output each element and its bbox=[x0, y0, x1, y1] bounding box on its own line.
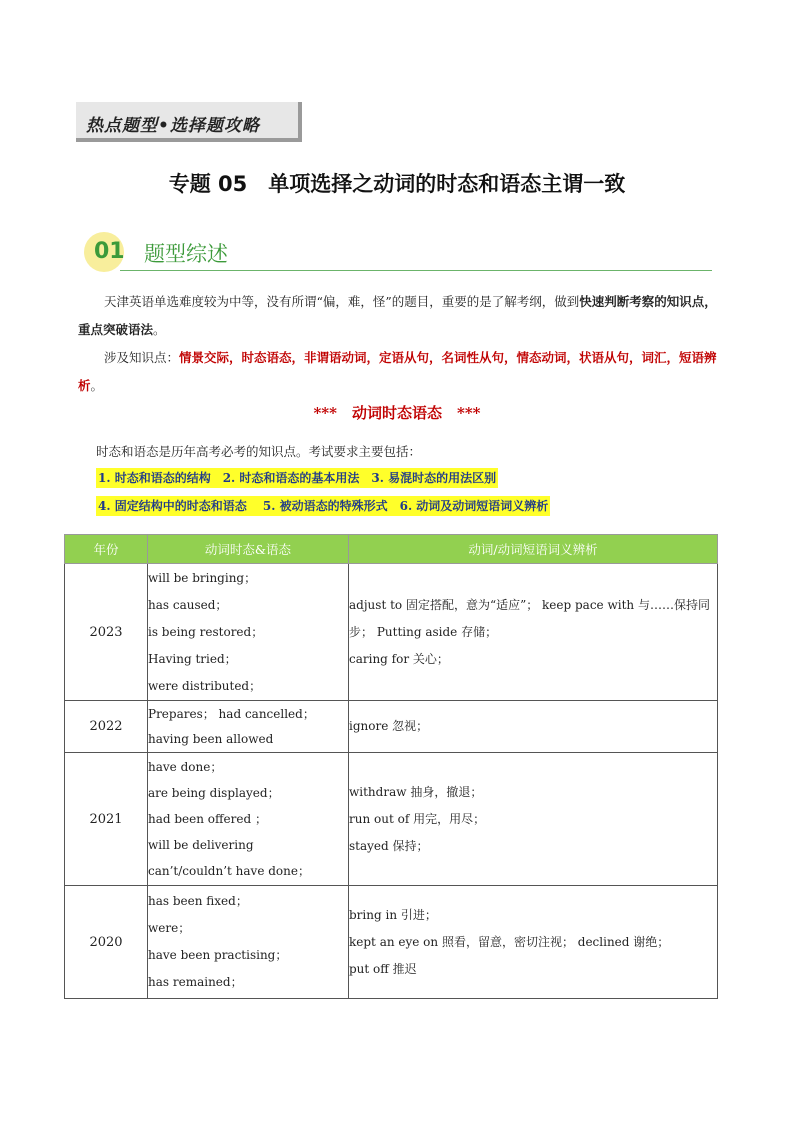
row-phrases bbox=[349, 886, 718, 999]
section-number: 01 bbox=[94, 239, 125, 264]
tense-item: has been fixed； bbox=[148, 894, 248, 908]
tense-table bbox=[64, 534, 718, 999]
intro-p2-topics: 情景交际，时态语态，非谓语动词，定语从句，名词性从句，情态动词，状语从句，词汇，短语辨析 bbox=[78, 350, 717, 393]
topic-banner bbox=[76, 102, 302, 142]
header-tense: 动词时态&语态 bbox=[148, 535, 349, 564]
tense-item: has remained； bbox=[148, 975, 243, 989]
subheading: *** 动词时态语态 *** bbox=[313, 404, 481, 422]
table-row bbox=[65, 753, 718, 886]
tense-item: have done； bbox=[148, 760, 223, 774]
intro-paragraph-2 bbox=[78, 344, 722, 400]
phrase-item: put off 推迟 bbox=[349, 961, 417, 976]
tense-item: have been practising； bbox=[148, 948, 288, 962]
row-tenses bbox=[148, 886, 349, 999]
row-tenses bbox=[148, 753, 349, 886]
phrase-item: ignore 忽视； bbox=[349, 719, 429, 733]
section-heading bbox=[80, 232, 712, 274]
row-tenses bbox=[148, 564, 349, 701]
row-phrases bbox=[349, 564, 718, 701]
table-row bbox=[65, 886, 718, 999]
requirements-line-1: 1. 时态和语态的结构 2. 时态和语态的基本用法 3. 易混时态的用法区别 bbox=[96, 468, 498, 488]
intro-paragraph-1 bbox=[78, 288, 722, 344]
phrase-item: withdraw 抽身，撤退； bbox=[349, 784, 483, 799]
intro-p1-bold: 快速判断考察的知识点，重点突破语法 bbox=[78, 294, 717, 337]
header-year: 年份 bbox=[65, 535, 148, 564]
tense-item: are being displayed； bbox=[148, 786, 280, 800]
row-year: 2022 bbox=[65, 701, 148, 753]
tense-item: will be delivering bbox=[148, 838, 254, 852]
header-phrase: 动词/动词短语词义辨析 bbox=[349, 535, 718, 564]
tense-item: can’t/couldn’t have done； bbox=[148, 864, 310, 878]
row-year: 2020 bbox=[65, 886, 148, 999]
tense-item: has caused； bbox=[148, 597, 228, 612]
row-phrases bbox=[349, 753, 718, 886]
phrase-item: kept an eye on 照看，留意，密切注视； declined 谢绝； bbox=[349, 934, 670, 949]
phrase-item: caring for 关心； bbox=[349, 651, 449, 666]
requirements-line-2: 4. 固定结构中的时态和语态 5. 被动语态的特殊形式 6. 动词及动词短语词义辨析 bbox=[96, 496, 550, 516]
tense-item: will be bringing； bbox=[148, 570, 257, 585]
tense-item: having been allowed bbox=[148, 731, 274, 746]
intro-p2-label: 涉及知识点： bbox=[104, 350, 180, 365]
table-row bbox=[65, 564, 718, 701]
document-title: 专题 05 单项选择之动词的时态和语态主谓一致 bbox=[168, 172, 626, 196]
tense-item: is being restored； bbox=[148, 624, 264, 639]
tense-item: were distributed； bbox=[148, 678, 262, 693]
phrase-item: stayed 保持； bbox=[349, 838, 429, 853]
phrase-item: bring in 引进； bbox=[349, 907, 437, 922]
phrase-item: run out of 用完，用尽； bbox=[349, 811, 486, 826]
tense-item: had been offered ； bbox=[148, 812, 267, 826]
tense-item: Prepares； had cancelled； bbox=[148, 706, 315, 721]
row-year: 2021 bbox=[65, 753, 148, 886]
intro-p1-end: 。 bbox=[153, 322, 166, 337]
intro-p1-text: 天津英语单选难度较为中等，没有所谓“偏，难，怪”的题目，重要的是了解考纲，做到 bbox=[104, 294, 580, 309]
section-label: 题型综述 bbox=[144, 242, 228, 266]
row-tenses bbox=[148, 701, 349, 753]
tense-item: were； bbox=[148, 921, 191, 935]
intro-p2-end: 。 bbox=[90, 378, 104, 393]
table-row bbox=[65, 701, 718, 753]
section-divider bbox=[120, 270, 712, 271]
tense-item: Having tried； bbox=[148, 651, 237, 666]
phrase-item: adjust to 固定搭配，意为“适应”； keep pace with 与……保持同步； Putting aside 存储； bbox=[349, 597, 710, 639]
table-header-row bbox=[65, 535, 718, 564]
row-phrases bbox=[349, 701, 718, 753]
banner-text: 热点题型•选择题攻略 bbox=[86, 116, 260, 136]
requirements-intro: 时态和语态是历年高考必考的知识点。考试要求主要包括： bbox=[96, 444, 422, 459]
row-year: 2023 bbox=[65, 564, 148, 701]
